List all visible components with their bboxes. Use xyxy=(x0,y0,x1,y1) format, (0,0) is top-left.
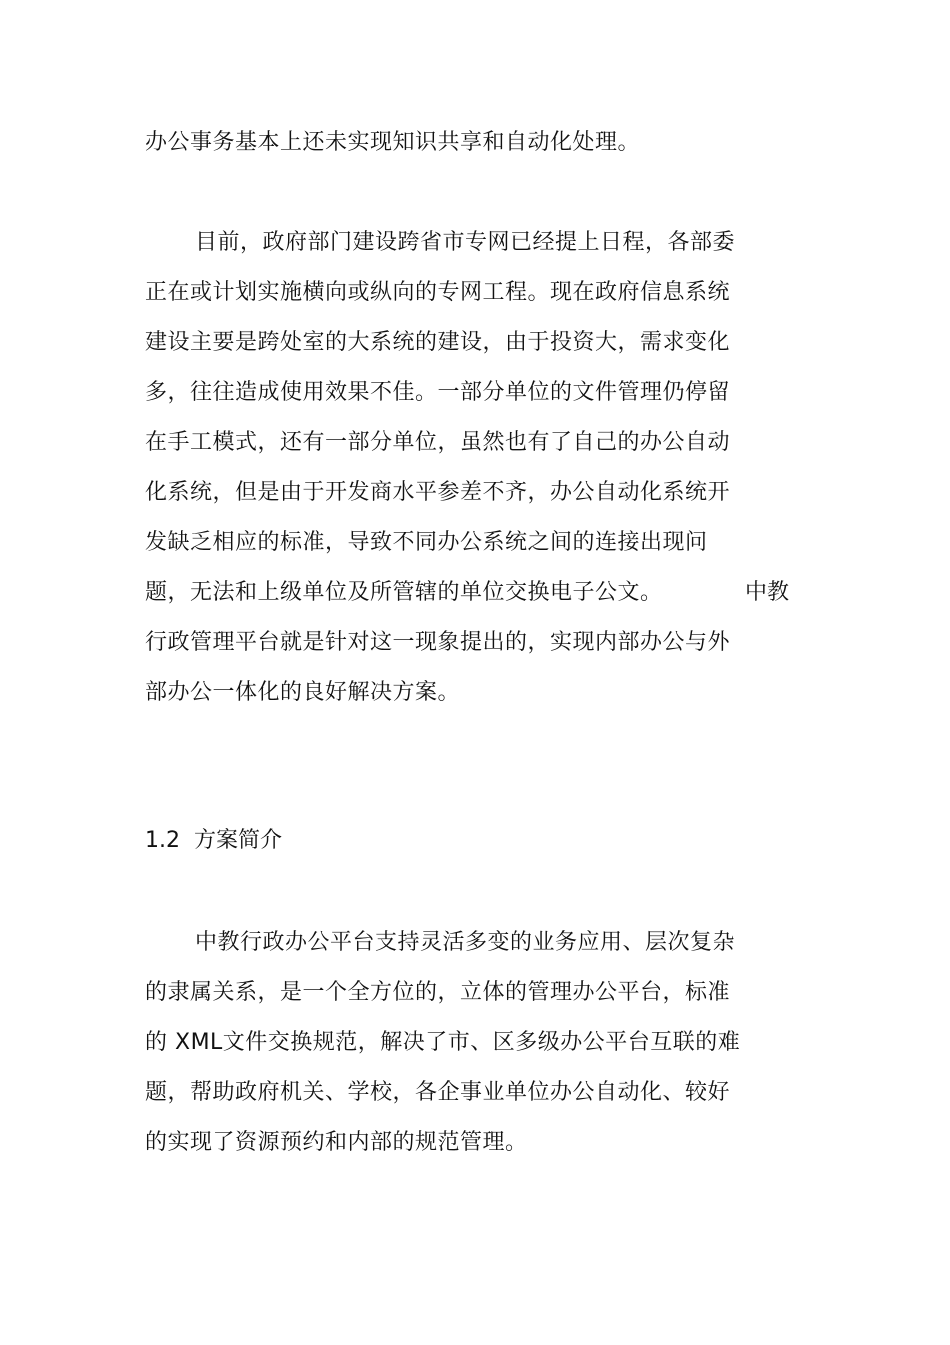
text-line: 多，往往造成使用效果不佳。一部分单位的文件管理仍停留 xyxy=(145,380,731,405)
text-line: 化系统，但是由于开发商水平参差不齐，办公自动化系统开 xyxy=(145,480,731,505)
section-heading: 1.2 方案简介 xyxy=(145,828,282,853)
text-line: 在手工模式，还有一部分单位，虽然也有了自己的办公自动 xyxy=(145,430,731,455)
text-line: 中教行政办公平台支持灵活多变的业务应用、层次复杂 xyxy=(195,930,736,955)
text-line: 发缺乏相应的标准，导致不同办公系统之间的连接出现问 xyxy=(145,530,708,555)
text-line: 正在或计划实施横向或纵向的专网工程。现在政府信息系统 xyxy=(145,280,731,305)
paragraph-start: 中教 xyxy=(745,580,790,605)
text-line: 建设主要是跨处室的大系统的建设，由于投资大，需求变化 xyxy=(145,330,731,355)
text-line: 题，帮助政府机关、学校，各企事业单位办公自动化、较好 xyxy=(145,1080,731,1105)
text-line: 行政管理平台就是针对这一现象提出的，实现内部办公与外 xyxy=(145,630,731,655)
text-line: 的隶属关系，是一个全方位的，立体的管理办公平台，标准 xyxy=(145,980,731,1005)
text-line: 题，无法和上级单位及所管辖的单位交换电子公文。 xyxy=(145,580,663,605)
text-line: 目前，政府部门建设跨省市专网已经提上日程，各部委 xyxy=(195,230,736,255)
text-line: 部办公一体化的良好解决方案。 xyxy=(145,680,461,705)
text-line: 的 XML文件交换规范，解决了市、区多级办公平台互联的难 xyxy=(145,1030,741,1055)
text-line: 的实现了资源预约和内部的规范管理。 xyxy=(145,1130,528,1155)
text-line: 办公事务基本上还未实现知识共享和自动化处理。 xyxy=(145,130,641,155)
